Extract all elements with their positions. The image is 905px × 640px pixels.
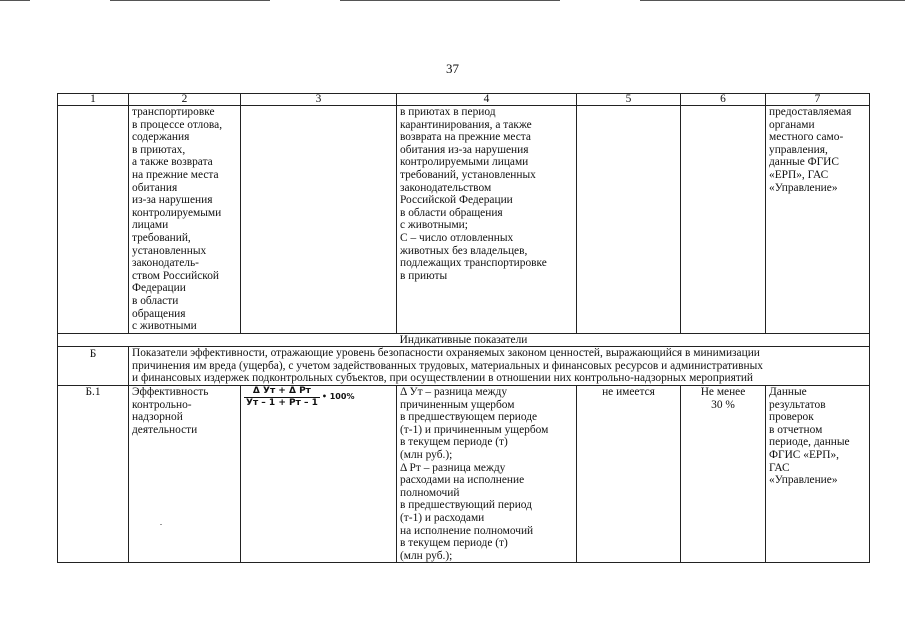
- top-rule: [340, 0, 560, 1]
- top-rule: [640, 0, 905, 1]
- cell-source: предоставляемая органами местного само- управления, данные ФГИС «ЕРП», ГАС «Управление»: [766, 106, 870, 334]
- indicative-header: Индикативные показатели: [58, 333, 870, 347]
- formula-fraction: [244, 386, 320, 409]
- indicative-header-row: [58, 333, 870, 347]
- formula-numerator: Δ Ут + Δ Рт: [244, 386, 320, 398]
- continuation-row: [58, 106, 870, 334]
- scan-speck: [160, 524, 162, 525]
- column-number: 7: [766, 94, 870, 106]
- formula-suffix: • 100%: [321, 392, 355, 402]
- cell-formula: [241, 106, 397, 334]
- column-number: 4: [397, 94, 577, 106]
- cell-baseline: [577, 106, 681, 334]
- indicators-table: [57, 93, 870, 563]
- column-number: 6: [681, 94, 766, 106]
- page-number: 37: [446, 61, 459, 76]
- column-number: 1: [58, 94, 129, 106]
- cell-description: Δ Ут – разница между причиненным ущербом в предшествующем периоде (т-1) и причиненным ущербом в текущем периоде (т) (млн руб.); Δ Рт – разница между расходами на исполнение полномочий в предшествующий период (т-1) и расходами на исполнение полномочий в текущем периоде (т) (млн руб.);: [397, 386, 577, 563]
- column-number: 2: [129, 94, 241, 106]
- cell-formula: [241, 386, 397, 563]
- cell-baseline: не имеется: [577, 386, 681, 563]
- top-rule: [110, 0, 270, 1]
- formula-denominator: Ут – 1 + Рт – 1: [246, 398, 318, 409]
- cell-source: Данные результатов проверок в отчетном периоде, данные ФГИС «ЕРП», ГАС «Управление»: [766, 386, 870, 563]
- column-number: 3: [241, 94, 397, 106]
- cell-description: в приютах в период карантинирования, а также возврата на прежние места обитания из-за нарушения контролируемыми лицами требований, установленных законодательством Российской Федерации в области обращения с животными; С – число отловленных животных без владельцев, подлежащих транспортировке в приюты: [397, 106, 577, 334]
- cell-target: Не менее 30 %: [681, 386, 766, 563]
- cell-code: [58, 106, 129, 334]
- top-rule: [0, 0, 30, 1]
- section-code: Б: [58, 347, 129, 386]
- cell-indicator-name: транспортировке в процессе отлова, содержания в приютах, а также возврата на прежние места обитания из-за нарушения контролируемыми лицами требований, установленных законодатель- ством Российской Федерации в области обращения с животными: [129, 106, 241, 334]
- row-code: Б.1: [58, 386, 129, 563]
- section-b-text: Показатели эффективности, отражающие уровень безопасности охраняемых законом ценностей, выражающийся в минимизации причинения им вреда (ущерба), с учетом задействованных трудовых, материальных и финансовых ресурсов и административных и финансовых издержек подконтрольных субъектов, при осуществлении в отношении них контрольно-надзорных мероприятий: [129, 347, 870, 386]
- column-number: 5: [577, 94, 681, 106]
- section-b-row: [58, 347, 870, 386]
- cell-indicator-name: Эффективность контрольно- надзорной деятельности: [129, 386, 241, 563]
- cell-target: [681, 106, 766, 334]
- column-number-row: [58, 94, 870, 106]
- row-b1: [58, 386, 870, 563]
